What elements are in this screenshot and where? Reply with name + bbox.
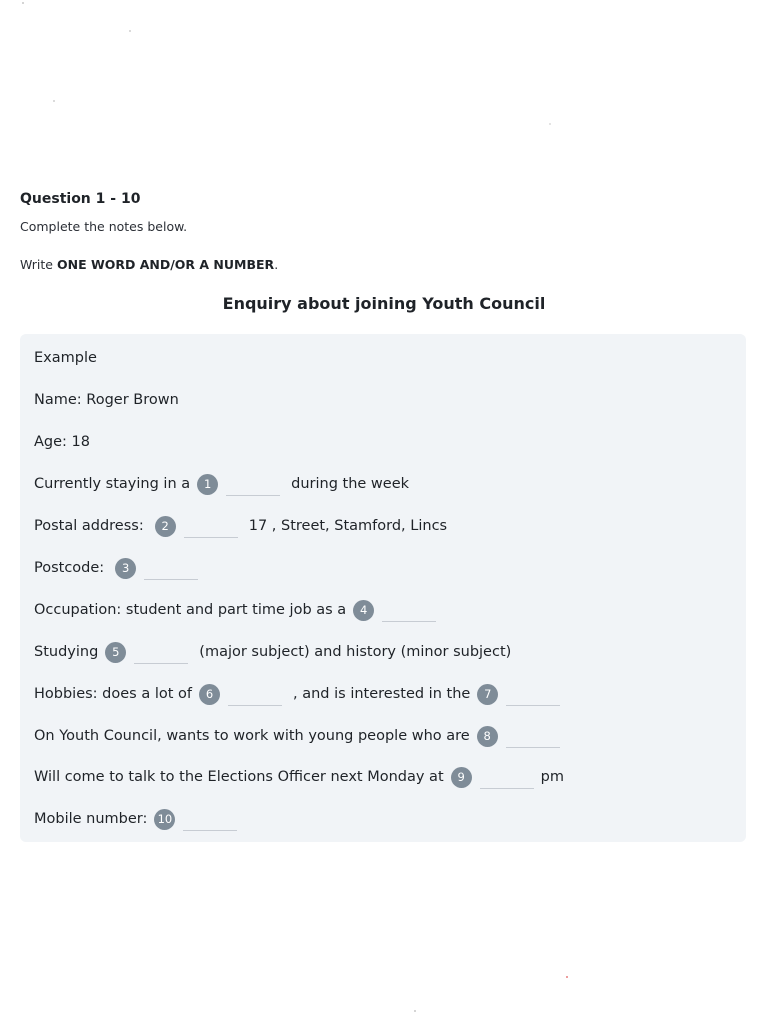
stray-dot	[549, 123, 551, 125]
row-5-text-before: Studying	[34, 644, 99, 660]
example-row	[34, 346, 97, 370]
question-number-badge-9: 9	[451, 767, 472, 788]
example-label: Example	[34, 350, 97, 366]
instruction-complete-notes: Complete the notes below.	[20, 219, 188, 234]
instruction-prefix: Write	[20, 257, 57, 272]
question-number-badge-10: 10	[154, 809, 175, 830]
age-line: Age: 18	[34, 434, 90, 450]
instruction-word-limit-bold: ONE WORD AND/OR A NUMBER	[56, 257, 275, 272]
question-row-9	[34, 765, 564, 789]
question-row-4	[34, 598, 436, 622]
row-6-text-before: Hobbies: does a lot of	[34, 686, 193, 702]
row-6-text-middle: , and is interested in the	[293, 686, 471, 702]
question-heading: Question 1 - 10	[20, 191, 141, 207]
answer-input-7[interactable]	[506, 682, 560, 706]
answer-input-10[interactable]	[183, 807, 237, 831]
question-row-10	[34, 807, 237, 831]
answer-input-4[interactable]	[382, 598, 436, 622]
row-10-text-before: Mobile number:	[34, 811, 148, 827]
stray-dot	[566, 976, 568, 978]
question-row-2	[34, 514, 447, 538]
question-number-badge-4: 4	[353, 600, 374, 621]
row-1-text-after: during the week	[291, 476, 410, 492]
row-9-text-after: pm	[540, 769, 564, 785]
question-row-8	[34, 724, 560, 748]
question-number-badge-3: 3	[115, 558, 136, 579]
stray-dot	[22, 2, 24, 4]
answer-input-6[interactable]	[228, 682, 282, 706]
notes-panel	[20, 334, 746, 842]
row-2-text-after: 17 , Street, Stamford, Lincs	[248, 518, 448, 534]
question-number-badge-1: 1	[197, 474, 218, 495]
row-4-text-before: Occupation: student and part time job as a	[34, 602, 347, 618]
form-title: Enquiry about joining Youth Council	[222, 294, 546, 313]
answer-input-1[interactable]	[226, 472, 280, 496]
stray-dot	[129, 30, 131, 32]
row-3-text-before: Postcode:	[34, 560, 105, 576]
answer-input-9[interactable]	[480, 765, 534, 789]
question-row-3	[34, 556, 198, 580]
question-number-badge-2: 2	[155, 516, 176, 537]
question-number-badge-5: 5	[105, 642, 126, 663]
row-1-text-before: Currently staying in a	[34, 476, 191, 492]
question-number-badge-7: 7	[477, 684, 498, 705]
question-number-badge-8: 8	[477, 726, 498, 747]
stray-dot	[53, 100, 55, 102]
answer-input-3[interactable]	[144, 556, 198, 580]
question-row-1	[34, 472, 409, 496]
stray-dot	[414, 1010, 416, 1012]
answer-input-5[interactable]	[134, 640, 188, 664]
answer-input-8[interactable]	[506, 724, 560, 748]
instruction-suffix: .	[274, 257, 279, 272]
question-row-6-7	[34, 682, 560, 706]
answer-input-2[interactable]	[184, 514, 238, 538]
name-row	[34, 388, 179, 412]
question-row-5	[34, 640, 511, 664]
instruction-word-limit	[20, 257, 278, 272]
row-2-text-before: Postal address:	[34, 518, 144, 534]
row-5-text-after: (major subject) and history (minor subject)	[199, 644, 512, 660]
age-row	[34, 430, 90, 454]
row-8-text-before: On Youth Council, wants to work with young people who are	[34, 728, 470, 744]
question-number-badge-6: 6	[199, 684, 220, 705]
name-line: Name: Roger Brown	[34, 392, 179, 408]
row-9-text-before: Will come to talk to the Elections Officer next Monday at	[34, 769, 444, 785]
